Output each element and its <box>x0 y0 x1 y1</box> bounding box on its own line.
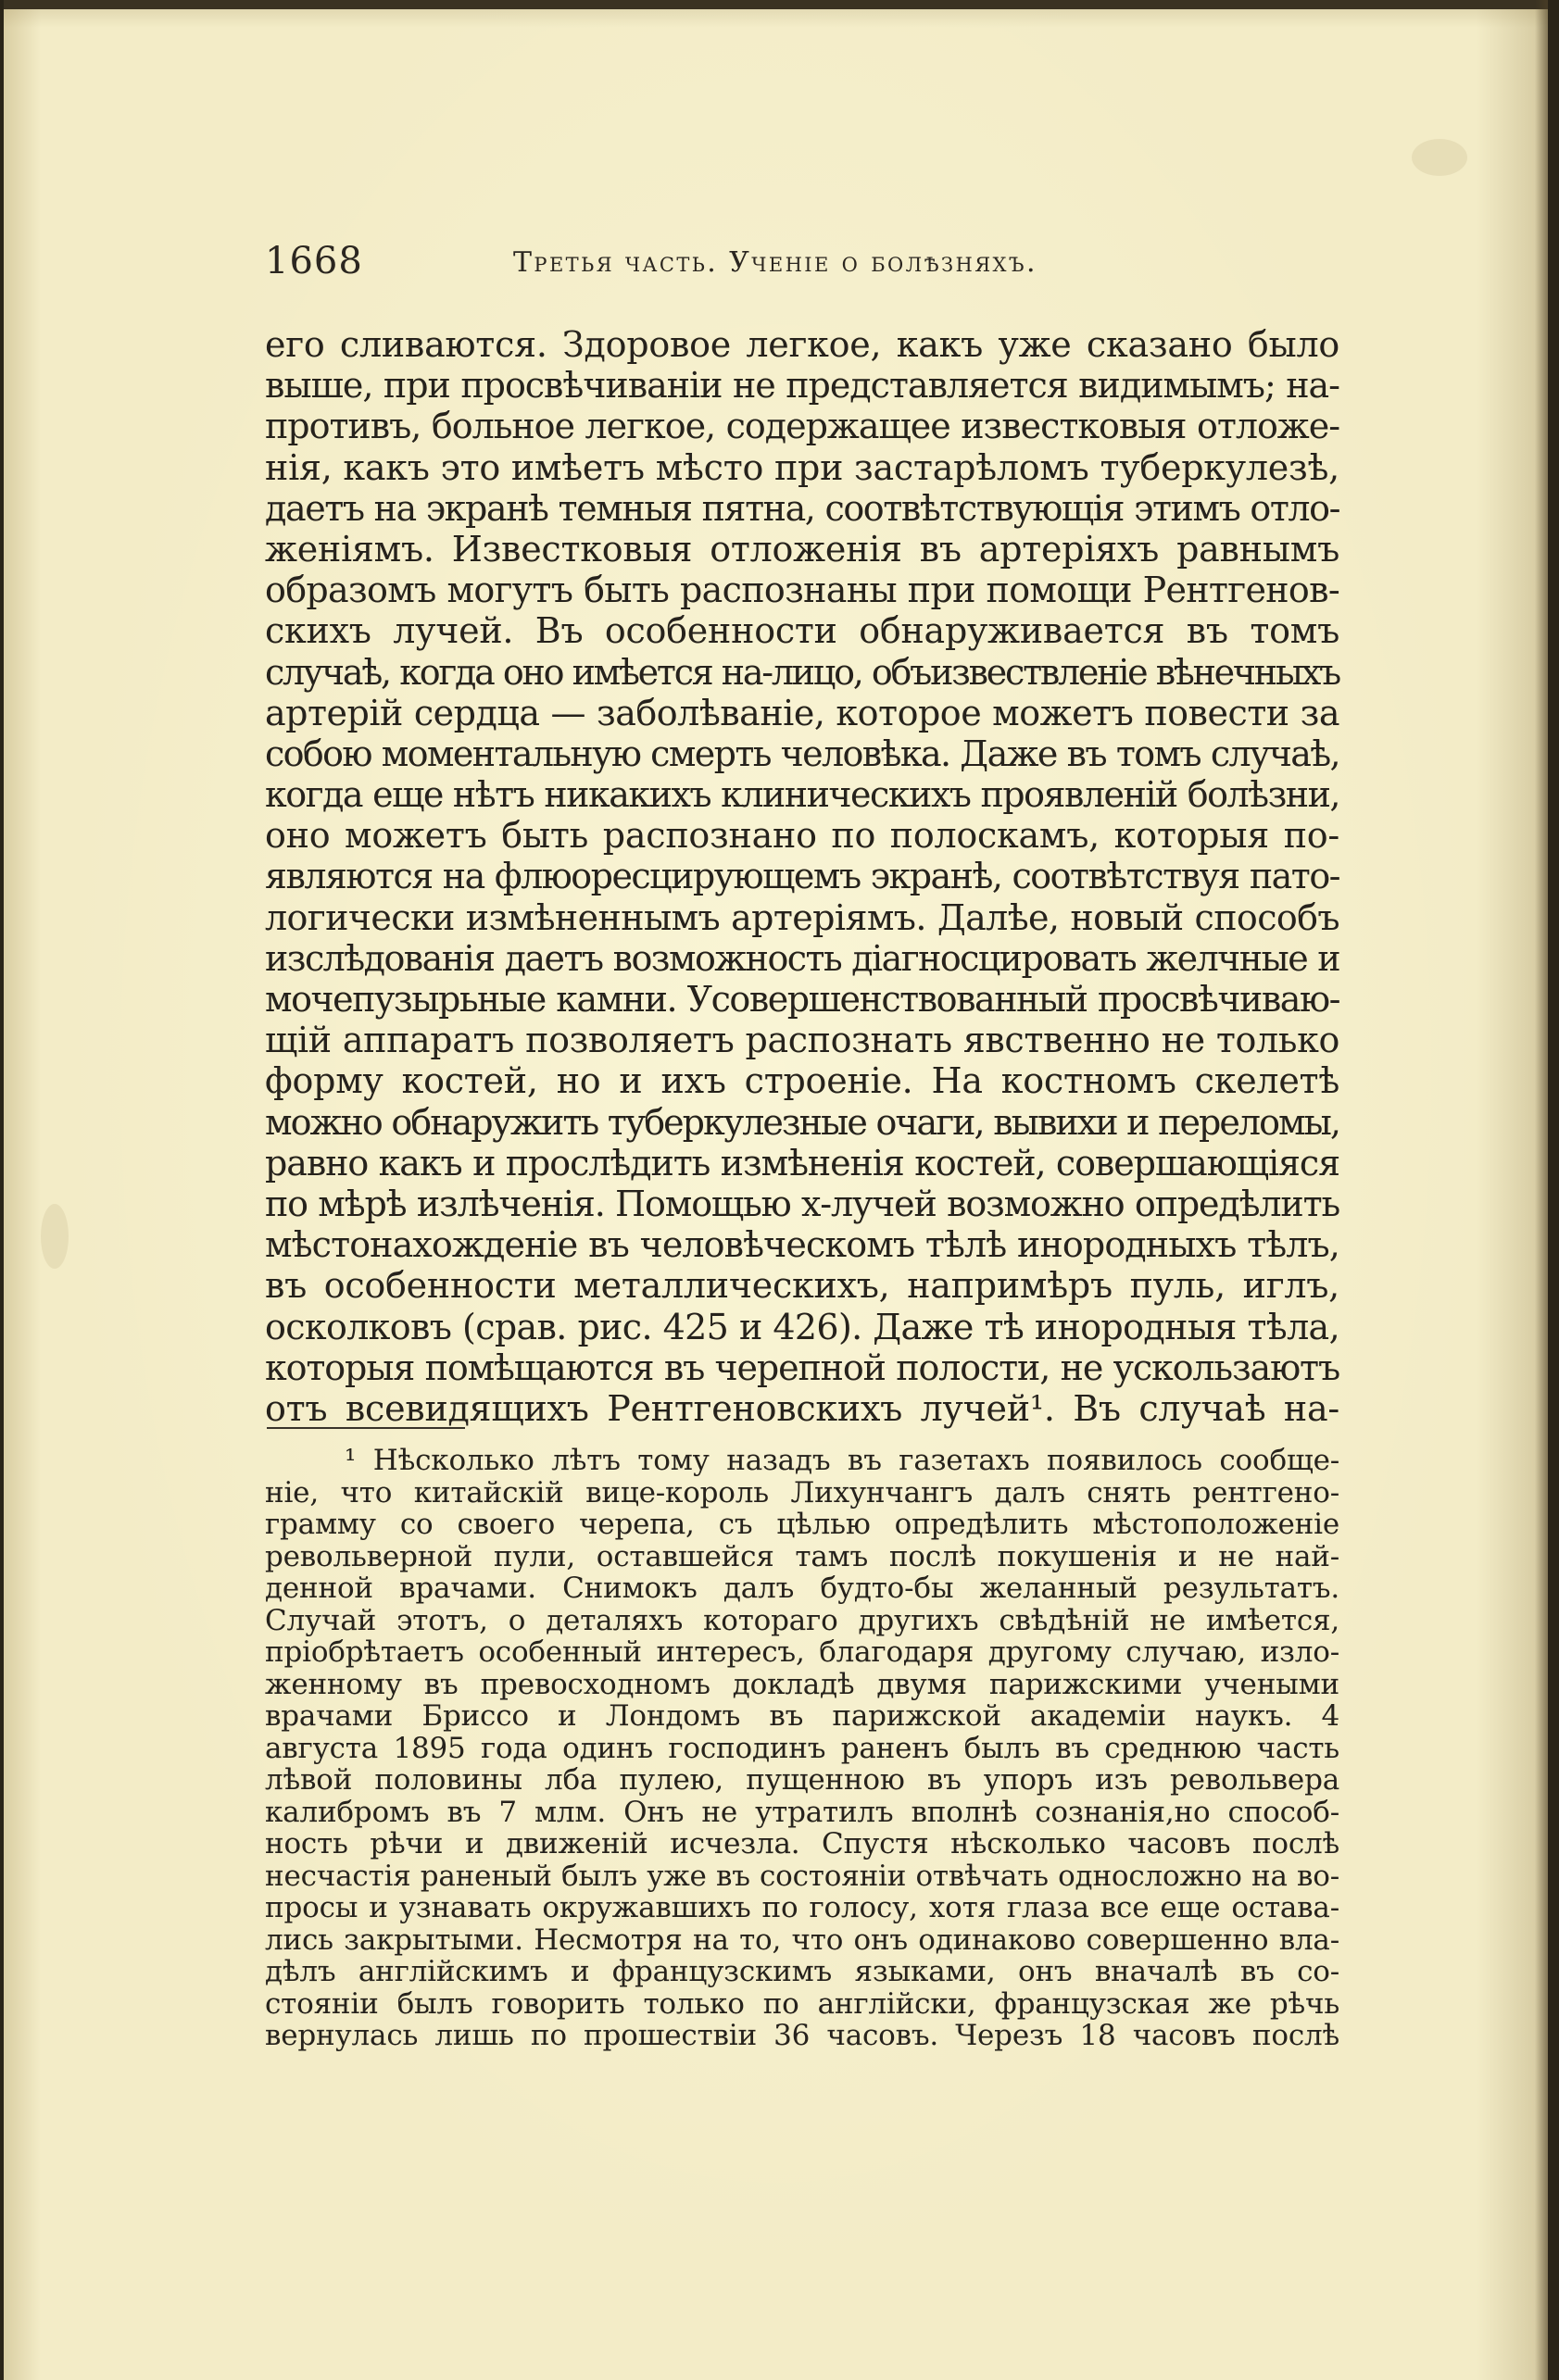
footnote-line: денной врачами. Снимокъ далъ будто-бы желанный результатъ. <box>265 1572 1339 1605</box>
footnote-line: револьверной пули, оставшейся тамъ послѣ покушенія и не най- <box>265 1539 1339 1573</box>
text-line: когда еще нѣтъ никакихъ клиническихъ проявленій болѣзни, <box>265 774 1339 816</box>
footnote-line: стояніи былъ говорить только по англійски, французская же рѣчь <box>265 1986 1339 2021</box>
text-line: равно какъ и прослѣдить измѣненія костей, совершающіяся <box>265 1142 1339 1184</box>
text-line: отъ всевидящихъ Рентгеновскихъ лучей¹. Въ случаѣ на- <box>265 1387 1339 1429</box>
footnote-line: ніе, что китайскій вице-король Лихунчангъ далъ снять рентгено- <box>265 1475 1339 1509</box>
footnote-rule <box>267 1427 465 1429</box>
page-gutter-shadow <box>1535 0 1548 2380</box>
text-line: щій аппаратъ позволяетъ распознать явственно не только <box>265 1020 1339 1061</box>
footnote-line: дѣлъ англійскимъ и французскимъ языками, онъ вначалѣ въ со- <box>265 1955 1339 1988</box>
text-line: можно обнаружить туберкулезные очаги, вывихи и переломы, <box>265 1101 1339 1143</box>
text-line: въ особенности металлическихъ, напримѣръ пуль, иглъ, <box>265 1265 1339 1307</box>
footnote-line: Случай этотъ, о деталяхъ котораго другихъ свѣдѣній не имѣется, <box>265 1603 1339 1637</box>
text-line: нія, какъ это имѣетъ мѣсто при застарѣломъ туберкулезѣ, <box>265 446 1339 488</box>
text-line: осколковъ (срав. рис. 425 и 426). Даже тѣ инородныя тѣла, <box>265 1306 1339 1347</box>
footnote-line: лѣвой половины лба пулею, пущенною въ упоръ изъ револьвера <box>265 1763 1339 1797</box>
body-text <box>265 324 1339 1429</box>
footnote-line: грамму со своего черепа, съ цѣлью опредѣлить мѣстоположеніе <box>265 1508 1339 1541</box>
text-line: противъ, больное легкое, содержащее известковыя отложе- <box>265 406 1339 447</box>
footnote-line: ность рѣчи и движеній исчезла. Спустя нѣсколько часовъ послѣ <box>265 1827 1339 1860</box>
paper-stain <box>41 1204 69 1269</box>
text-line: изслѣдованія даетъ возможность діагносцировать желчные и <box>265 937 1339 979</box>
text-line: женіямъ. Известковыя отложенія въ артеріяхъ равнымъ <box>265 528 1339 570</box>
footnote-line: пріобрѣтаетъ особенный интересъ, благодаря другому случаю, изло- <box>265 1635 1339 1669</box>
text-line: случаѣ, когда оно имѣется на-лицо, объизвествленіе вѣнечныхъ <box>265 651 1339 693</box>
text-line: артерій сердца — заболѣваніе, которое можетъ повести за <box>265 692 1339 733</box>
footnote-line: несчастія раненый былъ уже въ состояніи отвѣчать односложно на во- <box>265 1859 1339 1893</box>
book-page <box>4 0 1548 2380</box>
text-line: являются на флюоресцирующемъ экранѣ, соотвѣтствуя пато- <box>265 856 1339 897</box>
text-line: которыя помѣщаются въ черепной полости, не ускользаютъ <box>265 1347 1339 1388</box>
page-header <box>265 241 1339 282</box>
text-line: логически измѣненнымъ артеріямъ. Далѣе, новый способъ <box>265 896 1339 938</box>
page-number: 1668 <box>265 240 363 282</box>
text-line: оно можетъ быть распознано по полоскамъ, которыя по- <box>265 815 1339 857</box>
text-line: мѣстонахожденіе въ человѣческомъ тѣлѣ инородныхъ тѣлъ, <box>265 1224 1339 1266</box>
footnote-line: женному въ превосходномъ докладѣ двумя парижскими учеными <box>265 1667 1339 1701</box>
text-line: по мѣрѣ излѣченія. Помощью х-лучей возможно опредѣлить <box>265 1183 1339 1224</box>
text-line: форму костей, но и ихъ строеніе. На костномъ скелетѣ <box>265 1060 1339 1102</box>
footnote-line: лись закрытыми. Несмотря на то, что онъ одинаково совершенно вла- <box>265 1923 1339 1957</box>
text-line: мочепузырьные камни. Усовершенствованный просвѣчиваю- <box>265 979 1339 1020</box>
text-line: образомъ могутъ быть распознаны при помощи Рентгенов- <box>265 570 1339 611</box>
footnote-line: августа 1895 года одинъ господинъ раненъ былъ въ среднюю часть <box>265 1731 1339 1765</box>
text-line: даетъ на экранѣ темныя пятна, соотвѣтствующія этимъ отло- <box>265 487 1339 529</box>
footnote-line: врачами Бриссо и Лондомъ въ парижской академіи наукъ. 4 <box>265 1699 1339 1733</box>
scan-top-edge <box>4 0 1548 9</box>
text-line: собою моментальную смерть человѣка. Даже въ томъ случаѣ, <box>265 733 1339 774</box>
footnote-line: калибромъ въ 7 млм. Онъ не утратилъ вполнѣ сознанія,но способ- <box>265 1795 1339 1829</box>
footnote-line: вернулась лишь по прошествіи 36 часовъ. Черезъ 18 часовъ послѣ <box>265 2019 1339 2052</box>
running-head: Третья часть. Ученіе о болѣзняхъ. <box>513 246 1037 279</box>
text-line: скихъ лучей. Въ особенности обнаруживается въ томъ <box>265 610 1339 652</box>
text-line: выше, при просвѣчиваніи не представляется видимымъ; на- <box>265 365 1339 407</box>
footnote-line: просы и узнавать окружавшихъ по голосу, хотя глаза все еще остава- <box>265 1891 1339 1924</box>
paper-stain <box>1412 139 1467 176</box>
footnote-line: ¹ Нѣсколько лѣтъ тому назадъ въ газетахъ появилось сообще- <box>345 1444 1339 1477</box>
text-line: его сливаются. Здоровое легкое, какъ уже сказано было <box>265 324 1339 365</box>
footnote <box>265 1445 1339 2052</box>
